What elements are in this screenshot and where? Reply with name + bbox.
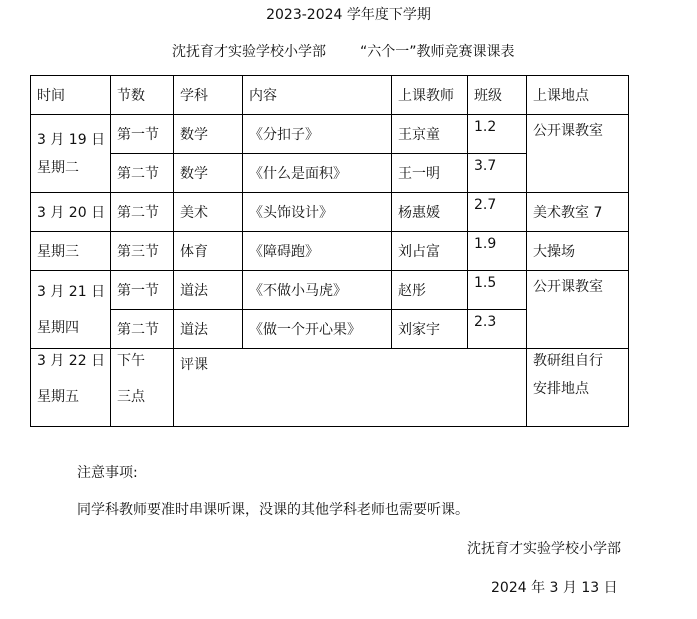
date-cell: 星期三 — [31, 232, 111, 271]
table-header-row — [31, 76, 629, 115]
session-line: 三点 — [117, 389, 145, 405]
location-line: 教研组自行 — [533, 353, 603, 369]
date-cell: 3 月 20 日 — [31, 193, 111, 232]
weekday-text: 星期五 — [37, 389, 79, 405]
column-header: 学科 — [174, 76, 243, 115]
date-text: 3 月 22 日 — [37, 353, 106, 369]
class-cell: 3.7 — [468, 154, 527, 193]
content-cell: 《障碍跑》 — [243, 232, 392, 271]
session-line: 下午 — [117, 353, 145, 369]
class-cell: 1.2 — [468, 115, 527, 154]
subject-cell: 道法 — [174, 310, 243, 349]
location-cell: 大操场 — [527, 232, 629, 271]
class-cell: 1.9 — [468, 232, 527, 271]
subject-cell: 数学 — [174, 115, 243, 154]
subject-cell: 体育 — [174, 232, 243, 271]
table-row — [31, 232, 629, 271]
column-header: 班级 — [468, 76, 527, 115]
location-cell — [527, 349, 629, 427]
content-cell: 《什么是面积》 — [243, 154, 392, 193]
location-line: 安排地点 — [533, 381, 589, 397]
weekday-text: 星期二 — [37, 159, 79, 176]
date-text: 3 月 19 日 — [37, 131, 106, 148]
date-text: 3 月 21 日 — [37, 283, 106, 300]
table-row — [31, 271, 629, 310]
session-cell: 第三节 — [111, 232, 174, 271]
session-cell: 第二节 — [111, 154, 174, 193]
schedule-table — [30, 75, 629, 427]
notice-label: 注意事项: — [77, 465, 138, 481]
session-cell: 第二节 — [111, 310, 174, 349]
location-cell: 公开课教室 — [527, 271, 629, 349]
session-cell: 第一节 — [111, 271, 174, 310]
session-cell: 第一节 — [111, 115, 174, 154]
content-cell: 《分扣子》 — [243, 115, 392, 154]
signature-date: 2024 年 3 月 13 日 — [491, 580, 618, 596]
class-cell: 2.7 — [468, 193, 527, 232]
content-cell: 《不做小马虎》 — [243, 271, 392, 310]
content-cell: 《做一个开心果》 — [243, 310, 392, 349]
notice-text: 同学科教师要准时串课听课，没课的其他学科老师也需要听课。 — [77, 502, 469, 518]
document-subtitle — [172, 45, 515, 59]
table-row — [31, 349, 629, 427]
subject-cell: 美术 — [174, 193, 243, 232]
teacher-cell: 刘家宇 — [392, 310, 468, 349]
column-header: 时间 — [31, 76, 111, 115]
date-cell — [31, 271, 111, 349]
table-row — [31, 193, 629, 232]
date-cell — [31, 349, 111, 427]
event-name: “六个一”教师竞赛课课表 — [360, 44, 515, 60]
class-cell: 1.5 — [468, 271, 527, 310]
teacher-cell: 刘占富 — [392, 232, 468, 271]
teacher-cell: 王京童 — [392, 115, 468, 154]
teacher-cell: 王一明 — [392, 154, 468, 193]
session-cell: 第二节 — [111, 193, 174, 232]
session-cell — [111, 349, 174, 427]
subject-cell: 评课 — [174, 349, 527, 427]
class-cell: 2.3 — [468, 310, 527, 349]
location-cell: 公开课教室 — [527, 115, 629, 193]
document-title: 2023-2024 学年度下学期 — [266, 7, 431, 23]
column-header: 上课教师 — [392, 76, 468, 115]
column-header: 上课地点 — [527, 76, 629, 115]
column-header: 节数 — [111, 76, 174, 115]
table-row — [31, 115, 629, 154]
date-cell — [31, 115, 111, 193]
weekday-text: 星期四 — [37, 319, 79, 336]
subject-cell: 道法 — [174, 271, 243, 310]
signature-org: 沈抚育才实验学校小学部 — [467, 541, 621, 557]
subject-cell: 数学 — [174, 154, 243, 193]
column-header: 内容 — [243, 76, 392, 115]
content-cell: 《头饰设计》 — [243, 193, 392, 232]
teacher-cell: 杨惠媛 — [392, 193, 468, 232]
location-cell: 美术教室 7 — [527, 193, 629, 232]
school-name: 沈抚育才实验学校小学部 — [172, 44, 326, 60]
teacher-cell: 赵彤 — [392, 271, 468, 310]
